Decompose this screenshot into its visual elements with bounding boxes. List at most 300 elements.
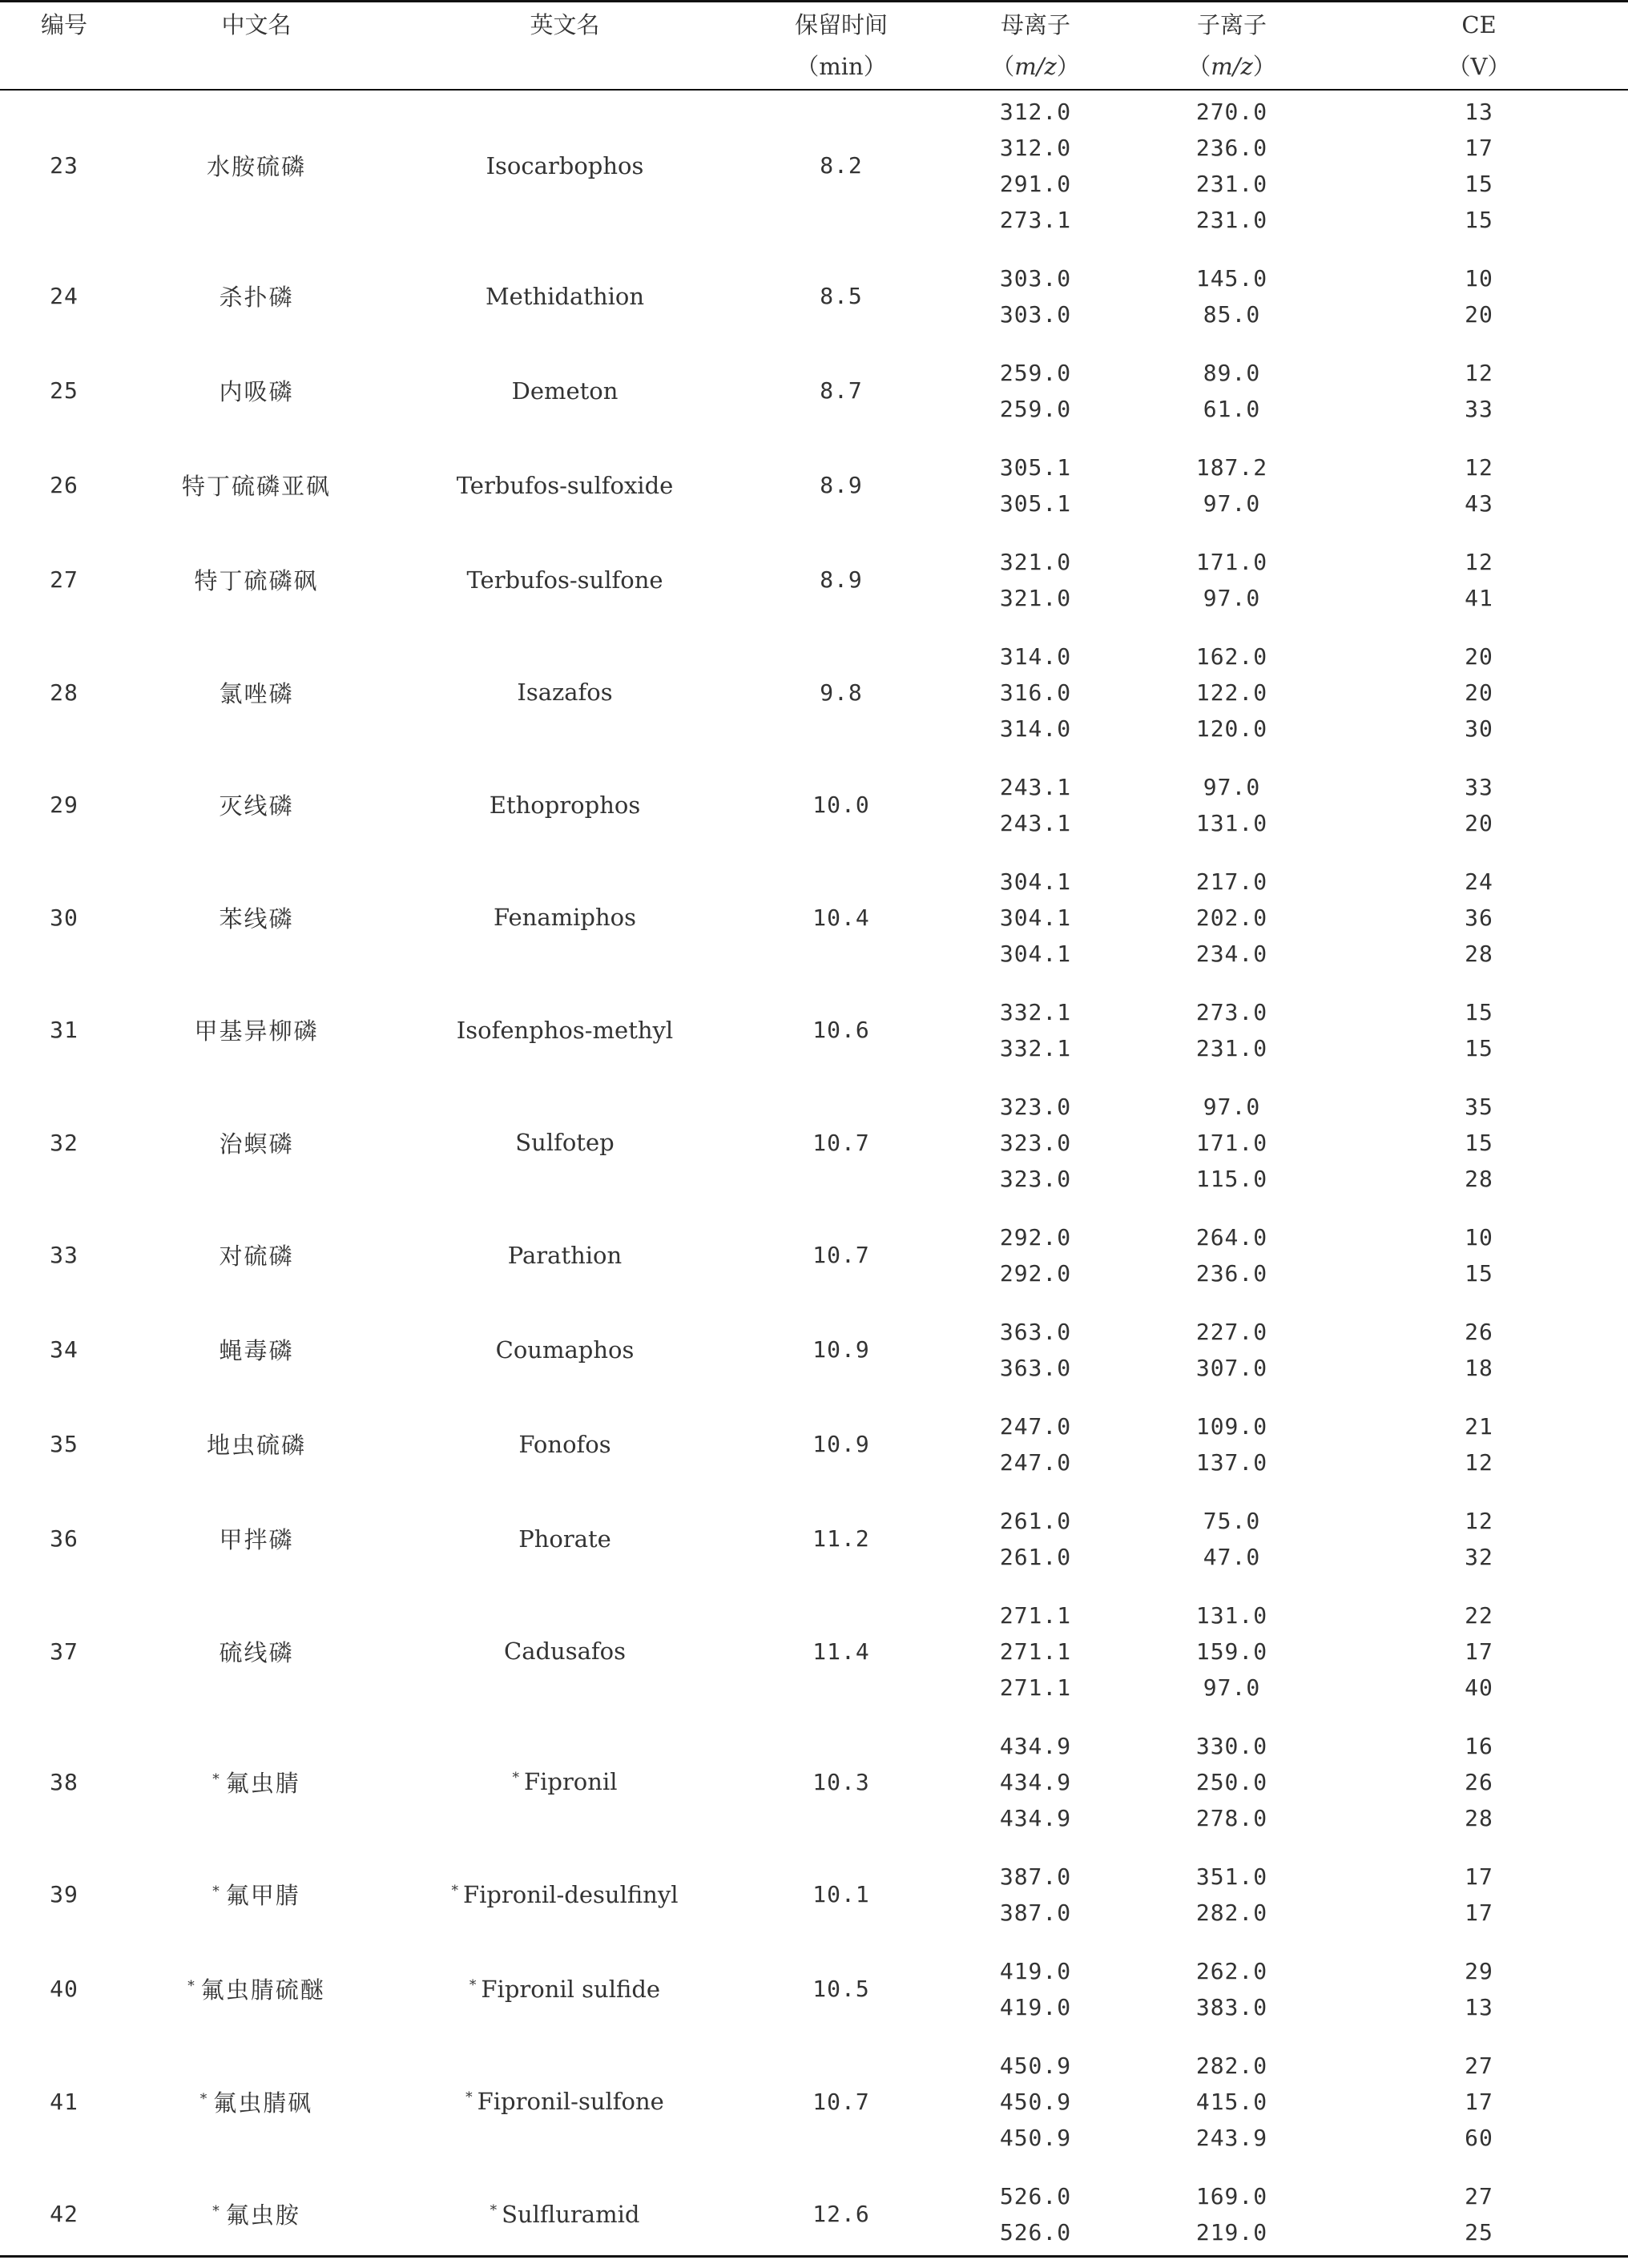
compound-number: 24 (50, 283, 79, 309)
chinese-name: 甲拌磷 (219, 1526, 294, 1553)
table-row (0, 2036, 1628, 2167)
chinese-name-cell (128, 1942, 385, 2036)
collision-energy-list (1330, 864, 1628, 972)
precursor-ion-cell (937, 1078, 1134, 1208)
product-ion-list (1134, 94, 1330, 238)
precursor-ion-value: 321.0 (999, 584, 1072, 611)
product-ion-cell (1134, 1208, 1330, 1303)
collision-energy-value: 33 (1465, 773, 1493, 800)
table-row (0, 533, 1628, 627)
table-body (0, 90, 1628, 2257)
product-ion-value: 250.0 (1195, 1768, 1268, 1795)
product-ion-list (1134, 1408, 1330, 1480)
product-ion-cell (1134, 533, 1330, 627)
product-ion-value: 122.0 (1195, 679, 1268, 706)
collision-energy-value: 15 (1465, 1259, 1493, 1287)
product-ion-value: 89.0 (1203, 359, 1261, 386)
collision-energy-value: 41 (1465, 584, 1493, 611)
compound-number: 27 (50, 566, 79, 593)
retention-time: 10.4 (812, 904, 870, 931)
collision-energy-cell (1330, 758, 1628, 852)
retention-time-cell (745, 533, 937, 627)
retention-time: 10.6 (812, 1017, 870, 1043)
precursor-ion-value: 243.1 (999, 809, 1072, 836)
precursor-ion-value: 387.0 (999, 1899, 1072, 1926)
retention-time: 8.9 (820, 472, 863, 498)
collision-energy-list (1330, 1597, 1628, 1706)
collision-energy-cell (1330, 2167, 1628, 2257)
precursor-ion-cell (937, 983, 1134, 1078)
product-ion-value: 236.0 (1195, 1259, 1268, 1287)
collision-energy-value: 15 (1465, 998, 1493, 1025)
precursor-ion-value: 316.0 (999, 679, 1072, 706)
retention-time-cell (745, 1078, 937, 1208)
precursor-ion-value: 434.9 (999, 1768, 1072, 1795)
product-ion-cell (1134, 438, 1330, 533)
retention-time: 9.8 (820, 679, 863, 706)
precursor-ion-list (937, 355, 1134, 427)
english-name: Isocarbophos (486, 151, 644, 179)
precursor-ion-value: 434.9 (999, 1732, 1072, 1759)
header-retention-time-unit: （min） (796, 52, 887, 80)
chinese-name: 对硫磷 (219, 1243, 294, 1270)
collision-energy-value: 12 (1465, 548, 1493, 575)
collision-energy-value: 16 (1465, 1732, 1493, 1759)
table-row (0, 1586, 1628, 1717)
product-ion-value: 169.0 (1195, 2182, 1268, 2210)
collision-energy-value: 40 (1465, 1674, 1493, 1701)
product-ion-value: 97.0 (1203, 584, 1261, 611)
retention-time: 12.6 (812, 2201, 870, 2227)
english-name-cell (385, 90, 745, 249)
precursor-ion-list (937, 1728, 1134, 1836)
english-name: Ethoprophos (489, 791, 641, 819)
product-ion-value: 97.0 (1203, 1093, 1261, 1120)
chinese-name: 甲基异柳磷 (194, 1017, 319, 1045)
compound-number-cell (0, 1303, 128, 1397)
precursor-ion-cell (937, 90, 1134, 249)
precursor-ion-value: 259.0 (999, 395, 1072, 422)
header-precursor-ion-unit: （m/z） (991, 52, 1080, 80)
precursor-ion-value: 292.0 (999, 1223, 1072, 1251)
asterisk-marker: * (465, 2089, 473, 2105)
chinese-name: 氟虫胺 (225, 2202, 300, 2229)
table-row (0, 438, 1628, 533)
product-ion-list (1134, 769, 1330, 841)
precursor-ion-value: 387.0 (999, 1863, 1072, 1890)
collision-energy-value: 24 (1465, 868, 1493, 895)
precursor-ion-value: 303.0 (999, 300, 1072, 328)
compound-number-cell (0, 249, 128, 344)
compound-number-cell (0, 983, 128, 1078)
product-ion-value: 383.0 (1195, 1993, 1268, 2020)
precursor-ion-value: 434.9 (999, 1804, 1072, 1831)
header-english-name-label: 英文名 (530, 10, 600, 38)
english-name-cell (385, 1847, 745, 1942)
collision-energy-list (1330, 2048, 1628, 2156)
english-name: Phorate (518, 1525, 611, 1553)
precursor-ion-cell (937, 1397, 1134, 1492)
product-ion-value: 202.0 (1195, 904, 1268, 931)
precursor-ion-cell (937, 1847, 1134, 1942)
precursor-ion-value: 332.1 (999, 1034, 1072, 1061)
english-name-cell (385, 758, 745, 852)
english-name-cell (385, 1717, 745, 1847)
product-ion-value: 231.0 (1195, 1034, 1268, 1061)
collision-energy-value: 26 (1465, 1318, 1493, 1345)
collision-energy-list (1330, 1728, 1628, 1836)
compound-number: 32 (50, 1129, 79, 1156)
product-ion-value: 273.0 (1195, 998, 1268, 1025)
product-ion-list (1134, 1219, 1330, 1291)
retention-time-cell (745, 852, 937, 983)
table-row (0, 1078, 1628, 1208)
precursor-ion-value: 312.0 (999, 98, 1072, 125)
header-chinese-name (128, 2, 385, 90)
product-ion-cell (1134, 1397, 1330, 1492)
product-ion-value: 231.0 (1195, 170, 1268, 197)
english-name-cell (385, 983, 745, 1078)
precursor-ion-value: 291.0 (999, 170, 1072, 197)
collision-energy-cell (1330, 1942, 1628, 2036)
product-ion-value: 351.0 (1195, 1863, 1268, 1890)
precursor-ion-cell (937, 2167, 1134, 2257)
english-name: Fipronil-desulfinyl (462, 1880, 679, 1908)
precursor-ion-cell (937, 852, 1134, 983)
retention-time: 10.9 (812, 1431, 870, 1457)
chinese-name-cell (128, 1586, 385, 1717)
precursor-ion-cell (937, 1942, 1134, 2036)
english-name: Sulfotep (515, 1129, 615, 1156)
product-ion-value: 282.0 (1195, 2052, 1268, 2079)
retention-time-cell (745, 1397, 937, 1492)
collision-energy-cell (1330, 249, 1628, 344)
table-row (0, 1942, 1628, 2036)
product-ion-cell (1134, 249, 1330, 344)
header-row (0, 2, 1628, 90)
compound-number-cell (0, 90, 128, 249)
precursor-ion-list (937, 449, 1134, 522)
retention-time-cell (745, 344, 937, 438)
english-name: Parathion (507, 1241, 623, 1269)
precursor-ion-value: 526.0 (999, 2218, 1072, 2246)
english-name-cell (385, 2036, 745, 2167)
table-row (0, 2167, 1628, 2257)
product-ion-value: 145.0 (1195, 264, 1268, 292)
product-ion-value: 171.0 (1195, 1129, 1268, 1156)
retention-time-cell (745, 438, 937, 533)
compound-number-cell (0, 1208, 128, 1303)
english-name: Demeton (511, 377, 619, 405)
product-ion-list (1134, 1314, 1330, 1386)
retention-time: 10.9 (812, 1336, 870, 1363)
compound-number: 29 (50, 792, 79, 818)
retention-time-cell (745, 90, 937, 249)
asterisk-marker: * (212, 1883, 221, 1899)
product-ion-value: 243.9 (1195, 2124, 1268, 2151)
collision-energy-value: 12 (1465, 359, 1493, 386)
retention-time: 8.9 (820, 566, 863, 593)
chinese-name-cell (128, 1847, 385, 1942)
english-name-cell (385, 1586, 745, 1717)
product-ion-value: 262.0 (1195, 1957, 1268, 1984)
product-ion-cell (1134, 1586, 1330, 1717)
product-ion-cell (1134, 758, 1330, 852)
product-ion-cell (1134, 1078, 1330, 1208)
precursor-ion-cell (937, 344, 1134, 438)
product-ion-value: 75.0 (1203, 1507, 1261, 1534)
asterisk-marker: * (490, 2202, 498, 2218)
collision-energy-cell (1330, 344, 1628, 438)
chinese-name: 氟甲腈 (225, 1882, 300, 1909)
header-chinese-name-label: 中文名 (221, 10, 292, 38)
product-ion-value: 270.0 (1195, 98, 1268, 125)
product-ion-list (1134, 260, 1330, 332)
header-product-ion (1134, 2, 1330, 90)
compound-number-cell (0, 533, 128, 627)
table-row (0, 344, 1628, 438)
collision-energy-cell (1330, 1397, 1628, 1492)
collision-energy-cell (1330, 1078, 1628, 1208)
english-name-cell (385, 1208, 745, 1303)
compound-number: 39 (50, 1881, 79, 1907)
chinese-name: 硫线磷 (219, 1638, 294, 1666)
chinese-name: 苯线磷 (219, 904, 294, 933)
precursor-ion-list (937, 1089, 1134, 1197)
product-ion-cell (1134, 1942, 1330, 2036)
collision-energy-value: 43 (1465, 489, 1493, 517)
product-ion-value: 187.2 (1195, 453, 1268, 481)
header-number (0, 2, 128, 90)
compound-number-cell (0, 1942, 128, 2036)
compound-number: 40 (50, 1976, 79, 2002)
table-row (0, 1208, 1628, 1303)
collision-energy-cell (1330, 983, 1628, 1078)
table-header (0, 2, 1628, 90)
product-ion-list (1134, 1859, 1330, 1931)
collision-energy-value: 20 (1465, 300, 1493, 328)
product-ion-list (1134, 355, 1330, 427)
product-ion-value: 264.0 (1195, 1223, 1268, 1251)
product-ion-list (1134, 1953, 1330, 2025)
product-ion-value: 109.0 (1195, 1412, 1268, 1440)
precursor-ion-value: 304.1 (999, 904, 1072, 931)
english-name: Fonofos (518, 1430, 611, 1458)
chinese-name-cell (128, 438, 385, 533)
product-ion-value: 307.0 (1195, 1354, 1268, 1381)
collision-energy-value: 35 (1465, 1093, 1493, 1120)
product-ion-list (1134, 449, 1330, 522)
precursor-ion-list (937, 639, 1134, 747)
precursor-ion-value: 363.0 (999, 1354, 1072, 1381)
collision-energy-value: 26 (1465, 1768, 1493, 1795)
chinese-name: 治螟磷 (219, 1130, 294, 1158)
product-ion-value: 120.0 (1195, 715, 1268, 742)
precursor-ion-cell (937, 1492, 1134, 1586)
precursor-ion-value: 450.9 (999, 2088, 1072, 2115)
precursor-ion-value: 314.0 (999, 643, 1072, 670)
collision-energy-cell (1330, 1208, 1628, 1303)
collision-energy-list (1330, 1089, 1628, 1197)
collision-energy-list (1330, 994, 1628, 1066)
asterisk-marker: * (212, 1770, 221, 1787)
compound-number: 30 (50, 904, 79, 931)
retention-time: 10.3 (812, 1768, 870, 1795)
precursor-ion-value: 450.9 (999, 2124, 1072, 2151)
chinese-name: 蝇毒磷 (219, 1337, 294, 1364)
collision-energy-value: 27 (1465, 2052, 1493, 2079)
chinese-name: 氯唑磷 (219, 679, 294, 707)
header-english-name (385, 2, 745, 90)
product-ion-list (1134, 1597, 1330, 1706)
collision-energy-value: 30 (1465, 715, 1493, 742)
precursor-ion-list (937, 1408, 1134, 1480)
precursor-ion-cell (937, 533, 1134, 627)
precursor-ion-value: 305.1 (999, 453, 1072, 481)
english-name-cell (385, 852, 745, 983)
compound-number-cell (0, 2036, 128, 2167)
chinese-name: 杀扑磷 (219, 284, 294, 311)
precursor-ion-list (937, 260, 1134, 332)
precursor-ion-value: 363.0 (999, 1318, 1072, 1345)
compound-number: 42 (50, 2201, 79, 2227)
chinese-name: 水胺硫磷 (206, 153, 306, 180)
precursor-ion-value: 323.0 (999, 1093, 1072, 1120)
precursor-ion-list (937, 1597, 1134, 1706)
retention-time-cell (745, 983, 937, 1078)
compound-number: 28 (50, 679, 79, 706)
compound-number-cell (0, 2167, 128, 2257)
precursor-ion-cell (937, 438, 1134, 533)
chinese-name-cell (128, 2036, 385, 2167)
retention-time-cell (745, 1586, 937, 1717)
english-name-cell (385, 627, 745, 758)
product-ion-value: 131.0 (1195, 1601, 1268, 1629)
compound-number: 25 (50, 377, 79, 404)
compound-number-cell (0, 1586, 128, 1717)
retention-time-cell (745, 2036, 937, 2167)
compound-number-cell (0, 1078, 128, 1208)
english-name: Cadusafos (504, 1638, 626, 1665)
retention-time: 10.0 (812, 792, 870, 818)
table-row (0, 1492, 1628, 1586)
chinese-name-cell (128, 1208, 385, 1303)
collision-energy-list (1330, 639, 1628, 747)
precursor-ion-cell (937, 1208, 1134, 1303)
product-ion-list (1134, 639, 1330, 747)
collision-energy-value: 25 (1465, 2218, 1493, 2246)
collision-energy-cell (1330, 627, 1628, 758)
precursor-ion-value: 323.0 (999, 1129, 1072, 1156)
collision-energy-value: 13 (1465, 98, 1493, 125)
precursor-ion-value: 261.0 (999, 1543, 1072, 1570)
collision-energy-value: 15 (1465, 1129, 1493, 1156)
retention-time-cell (745, 1208, 937, 1303)
asterisk-marker: * (512, 1770, 519, 1786)
chinese-name: 内吸磷 (219, 378, 294, 405)
retention-time-cell (745, 1492, 937, 1586)
collision-energy-value: 17 (1465, 134, 1493, 161)
chinese-name-cell (128, 533, 385, 627)
english-name-cell (385, 2167, 745, 2257)
precursor-ion-cell (937, 758, 1134, 852)
compound-number: 36 (50, 1525, 79, 1552)
retention-time: 10.1 (812, 1881, 870, 1907)
precursor-ion-list (937, 1219, 1134, 1291)
collision-energy-value: 10 (1465, 1223, 1493, 1251)
product-ion-cell (1134, 1492, 1330, 1586)
collision-energy-list (1330, 1503, 1628, 1575)
precursor-ion-value: 273.1 (999, 206, 1072, 233)
collision-energy-value: 28 (1465, 1165, 1493, 1192)
chinese-name-cell (128, 249, 385, 344)
retention-time: 11.4 (812, 1638, 870, 1665)
collision-energy-value: 28 (1465, 1804, 1493, 1831)
product-ion-cell (1134, 983, 1330, 1078)
precursor-ion-value: 304.1 (999, 940, 1072, 967)
compound-number: 34 (50, 1336, 79, 1363)
english-name: Fipronil (523, 1768, 618, 1795)
chinese-name: 氟虫腈 (225, 1769, 300, 1797)
compound-number-cell (0, 1717, 128, 1847)
compound-number: 41 (50, 2088, 79, 2115)
product-ion-list (1134, 994, 1330, 1066)
collision-energy-cell (1330, 1303, 1628, 1397)
precursor-ion-list (937, 1859, 1134, 1931)
precursor-ion-value: 303.0 (999, 264, 1072, 292)
chinese-name-cell (128, 1492, 385, 1586)
collision-energy-value: 17 (1465, 1638, 1493, 1665)
english-name-cell (385, 438, 745, 533)
collision-energy-cell (1330, 2036, 1628, 2167)
collision-energy-cell (1330, 438, 1628, 533)
product-ion-value: 227.0 (1195, 1318, 1268, 1345)
product-ion-list (1134, 1503, 1330, 1575)
precursor-ion-cell (937, 2036, 1134, 2167)
compound-number: 38 (50, 1768, 79, 1795)
precursor-ion-value: 247.0 (999, 1448, 1072, 1476)
header-collision-energy-label: CE (1461, 10, 1497, 38)
table-row (0, 1717, 1628, 1847)
precursor-ion-value: 526.0 (999, 2182, 1072, 2210)
retention-time: 8.2 (820, 152, 863, 179)
header-retention-time (745, 2, 937, 90)
product-ion-value: 236.0 (1195, 134, 1268, 161)
product-ion-value: 330.0 (1195, 1732, 1268, 1759)
product-ion-value: 278.0 (1195, 1804, 1268, 1831)
compound-number-cell (0, 627, 128, 758)
collision-energy-list (1330, 260, 1628, 332)
english-name: Fipronil sulfide (481, 1975, 661, 2003)
product-ion-cell (1134, 852, 1330, 983)
precursor-ion-list (937, 94, 1134, 238)
english-name-cell (385, 1492, 745, 1586)
precursor-ion-list (937, 2178, 1134, 2250)
collision-energy-list (1330, 544, 1628, 616)
table-row (0, 852, 1628, 983)
compound-number: 37 (50, 1638, 79, 1665)
collision-energy-value: 12 (1465, 453, 1493, 481)
chinese-name-cell (128, 852, 385, 983)
product-ion-value: 131.0 (1195, 809, 1268, 836)
english-name-cell (385, 1397, 745, 1492)
compound-number-cell (0, 1847, 128, 1942)
header-precursor-ion (937, 2, 1134, 90)
retention-time: 10.7 (812, 2088, 870, 2115)
precursor-ion-value: 261.0 (999, 1507, 1072, 1534)
product-ion-cell (1134, 344, 1330, 438)
chinese-name-cell (128, 1397, 385, 1492)
